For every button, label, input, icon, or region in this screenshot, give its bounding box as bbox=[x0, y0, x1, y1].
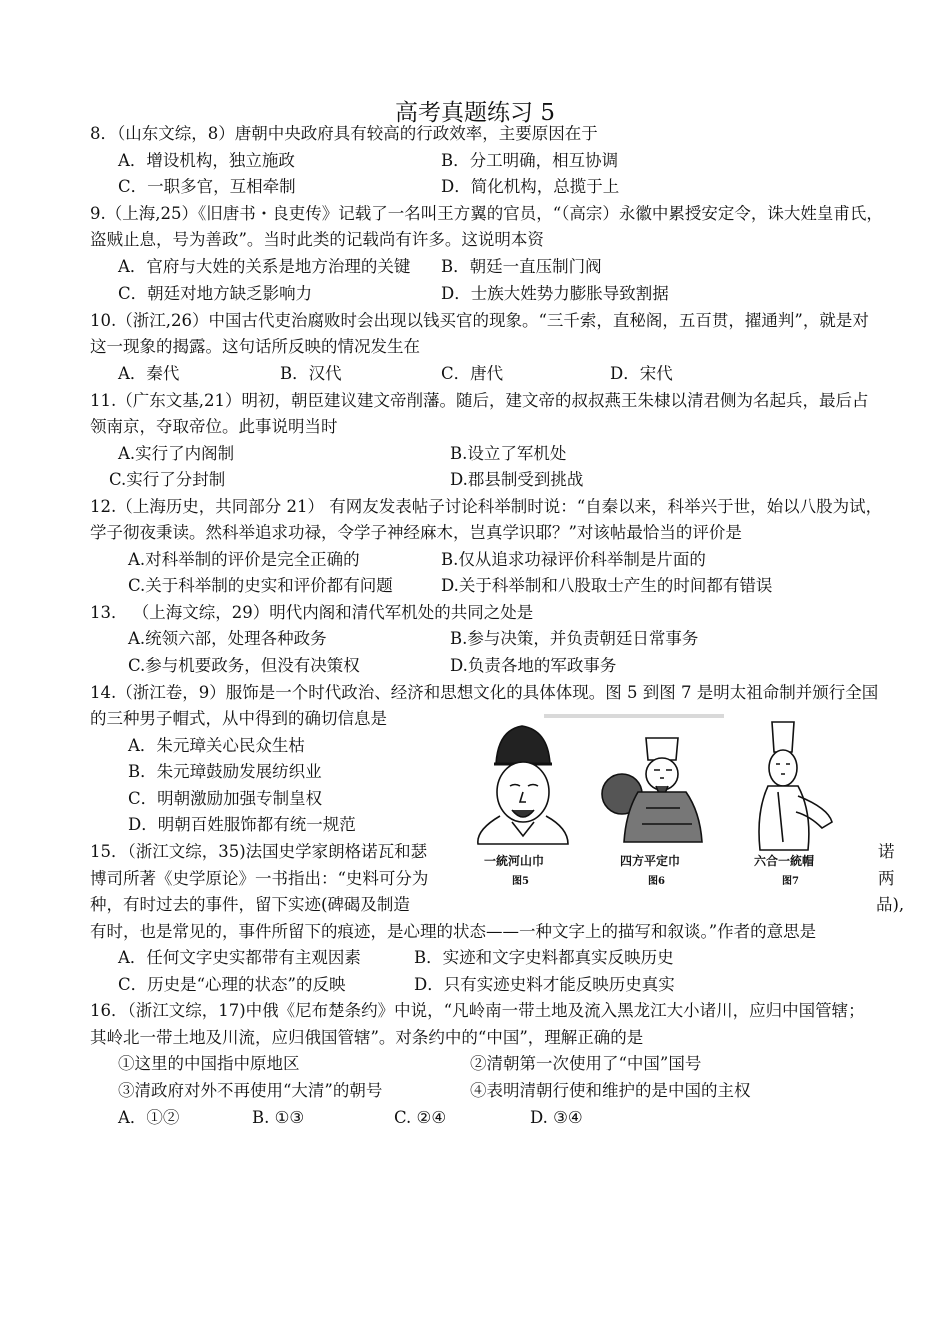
q16-option-b: B. ①③ bbox=[252, 1108, 305, 1127]
q13-option-c: C.参与机要政务，但没有决策权 bbox=[128, 656, 360, 675]
q8-stem: 8．（山东文综，8）唐朝中央政府具有较高的行政效率，主要原因在于 bbox=[90, 124, 598, 143]
q11-option-c: C.实行了分封制 bbox=[109, 470, 226, 489]
figure5-caption: 一統河山巾 bbox=[484, 854, 545, 868]
q10-stem-line2: 这一现象的揭露。这句话所反映的情况发生在 bbox=[90, 337, 420, 356]
figure6-caption: 四方平定巾 bbox=[620, 854, 681, 868]
q11-stem-line1: 11.（广东文基,21）明初，朝臣建议建文帝削藩。随后，建文帝的叔叔燕王朱棣以清君侧为名起兵，最后占 bbox=[90, 391, 869, 410]
q15-line2-end: 两 bbox=[878, 869, 895, 888]
q9-stem-line2: 盗贼止息，号为善政”。当时此类的记载尚有许多。这说明本资 bbox=[90, 230, 544, 249]
q13-option-b: B.参与决策，并负责朝廷日常事务 bbox=[450, 629, 699, 648]
q15-stem-line3: 种，有时过去的事件，留下实迹(碑碣及制造 bbox=[90, 895, 410, 914]
q15-line1-end: 诺 bbox=[878, 842, 895, 861]
q16-option-d: D. ③④ bbox=[530, 1108, 583, 1127]
q15-stem-line2: 博司所著《史学原论》一书指出：“史料可分为 bbox=[90, 869, 429, 888]
q10-option-d: D．宋代 bbox=[610, 364, 673, 383]
q14-option-d: D．明朝百姓服饰都有统一规范 bbox=[128, 815, 356, 834]
q14-stem-line2: 的三种男子帽式，从中得到的确切信息是 bbox=[90, 709, 387, 728]
q12-option-b: B.仅从追求功禄评价科举制是片面的 bbox=[441, 550, 706, 569]
q9-stem-line1: 9.（上海,25）《旧唐书・良吏传》记载了一名叫王方翼的官员，“（高宗）永徽中累授安定令，诛大姓皇甫氏， bbox=[90, 204, 883, 223]
q16-stem-line1: 16．（浙江文综，17)中俄《尼布楚条约》中说，“凡岭南一带土地及流入黑龙江大小诸川，应归中国管辖； bbox=[90, 1001, 865, 1020]
q16-option-c: C. ②④ bbox=[394, 1108, 447, 1127]
q12-stem-line1: 12.（上海历史，共同部分 21） 有网友发表帖子讨论科举制时说：“自秦以来，科举兴于世，始以八股为试， bbox=[90, 497, 883, 516]
q15-stem-line4: 有时，也是常见的，事件所留下的痕迹，是心理的状态——一种文字上的描写和叙谈。”作者的意思是 bbox=[90, 922, 817, 941]
q14-option-c: C．明朝激励加强专制皇权 bbox=[128, 789, 323, 808]
q15-option-c: C．历史是“心理的状态”的反映 bbox=[118, 975, 346, 994]
q14-option-a: A．朱元璋关心民众生枯 bbox=[128, 736, 305, 755]
hat-styles-figure bbox=[456, 712, 868, 898]
q12-option-a: A.对科举制的评价是完全正确的 bbox=[128, 550, 360, 569]
q9-option-d: D．士族大姓势力膨胀导致割据 bbox=[441, 284, 669, 303]
q13-option-a: A.统领六部，处理各种政务 bbox=[128, 629, 327, 648]
page-title: 高考真题练习 5 bbox=[395, 100, 555, 126]
figure5-man-with-cap bbox=[478, 726, 568, 844]
q11-option-d: D.郡县制受到挑战 bbox=[450, 470, 584, 489]
q13-option-d: D.负责各地的军政事务 bbox=[450, 656, 617, 675]
q8-option-d: D．简化机构，总揽于上 bbox=[441, 177, 620, 196]
q16-stem-line2: 其岭北一带土地及川流，应归俄国管辖”。对条约中的“中国”，理解正确的是 bbox=[90, 1028, 644, 1047]
q16-statement-2: ②清朝第一次使用了“中国”国号 bbox=[470, 1054, 702, 1073]
q15-option-a: A．任何文字史实都带有主观因素 bbox=[118, 948, 361, 967]
q16-statement-3: ③清政府对外不再使用“大清”的朝号 bbox=[118, 1081, 383, 1100]
figure7-label: 图7 bbox=[782, 876, 799, 887]
q10-option-a: A．秦代 bbox=[118, 364, 180, 383]
figure6-label: 图6 bbox=[648, 876, 665, 887]
figure7-caption: 六合一統帽 bbox=[754, 854, 815, 868]
q16-statement-4: ④表明清朝行使和维护的是中国的主权 bbox=[470, 1081, 751, 1100]
q9-option-a: A．官府与大姓的关系是地方治理的关键 bbox=[118, 257, 411, 276]
figure5-label: 图5 bbox=[512, 876, 529, 887]
figure6-seated-man bbox=[602, 738, 702, 842]
q10-option-b: B．汉代 bbox=[280, 364, 342, 383]
q8-option-c: C．一职多官，互相牵制 bbox=[118, 177, 296, 196]
faded-header-strip bbox=[544, 714, 724, 718]
q14-option-b: B．朱元璋鼓励发展纺织业 bbox=[128, 762, 322, 781]
q12-option-d: D.关于科举制和八股取士产生的时间都有错误 bbox=[441, 576, 773, 595]
q9-option-c: C．朝廷对地方缺乏影响力 bbox=[118, 284, 313, 303]
q16-statement-1: ①这里的中国指中原地区 bbox=[118, 1054, 300, 1073]
q12-stem-line2: 学子彻夜秉读。然科举追求功禄，令学子神经麻木，岂真学识耶？”对该帖最恰当的评价是 bbox=[90, 523, 742, 542]
q8-option-b: B．分工明确，相互协调 bbox=[441, 151, 619, 170]
q12-option-c: C.关于科举制的史实和评价都有问题 bbox=[128, 576, 393, 595]
q11-option-b: B.设立了军机处 bbox=[450, 444, 567, 463]
q10-option-c: C．唐代 bbox=[441, 364, 504, 383]
q8-option-a: A．增设机构，独立施政 bbox=[118, 151, 295, 170]
q14-stem-line1: 14.（浙江卷，9）服饰是一个时代政治、经济和思想文化的具体体现。图 5 到图 7 是明太祖命制并颁行全国 bbox=[90, 683, 879, 702]
q9-option-b: B．朝廷一直压制门阀 bbox=[441, 257, 602, 276]
q15-line3-end: 品), bbox=[876, 895, 905, 914]
q10-stem-line1: 10.（浙江,26）中国古代吏治腐败时会出现以钱买官的现象。“三千索，直秘阁，五百贯，擢通判”，就是对 bbox=[90, 311, 869, 330]
q11-stem-line2: 领南京，夺取帝位。此事说明当时 bbox=[90, 417, 338, 436]
q15-option-d: D．只有实迹史料才能反映历史真实 bbox=[414, 975, 675, 994]
q13-stem: 13． （上海文综，29）明代内阁和清代军机处的共同之处是 bbox=[90, 603, 534, 622]
q15-stem-line1: 15．（浙江文综，35)法国史学家朗格诺瓦和瑟 bbox=[90, 842, 428, 861]
q11-option-a: A.实行了内阁制 bbox=[118, 444, 235, 463]
figure7-standing-man bbox=[759, 722, 832, 850]
q15-option-b: B．实迹和文字史料都真实反映历史 bbox=[414, 948, 674, 967]
hat-illustrations bbox=[456, 712, 868, 898]
q16-option-a: A．①② bbox=[118, 1108, 180, 1127]
